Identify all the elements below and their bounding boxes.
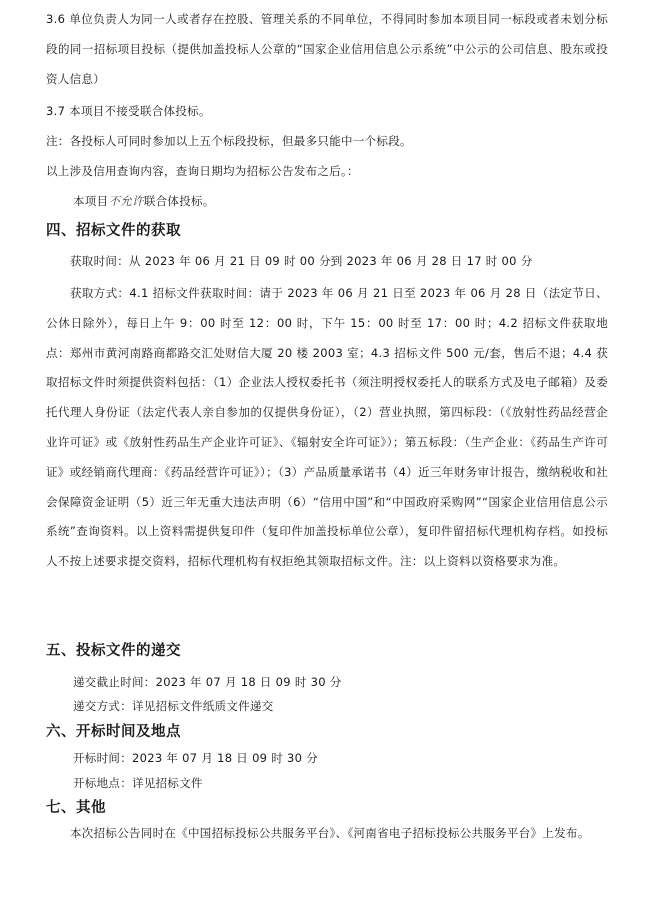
section-7-heading: 七、其他 <box>46 800 106 816</box>
section-4-heading: 四、招标文件的获取 <box>46 223 181 239</box>
section-6-heading: 六、开标时间及地点 <box>46 724 181 740</box>
section-5-heading: 五、投标文件的递交 <box>46 643 181 659</box>
section-4-method: 获取方式：4.1 招标文件获取时间：请于 2023 年 06 月 21 日至 2023 年 06 月 28 日（法定节日、公休日除外），每日上午 9：00 时至 12：00 时，下午 15：00 时至 17：00 时；4.2 招标文件获取地点：郑州市黄河南路商都路交汇处财信大厦 20 楼 2003 室；4.3 招标文件 500 元/套，售后不退；4.4 获取招标文件时须提供资料包括：（1）企业法人授权委托书（须注明授权委托人的联系方式及电子邮箱）及委托代理人身份证（法定代表人亲自参加的仅提供身份证），（2）营业执照，第四标段：（《放射性药品经营企业许可证》或《放射性药品生产企业许可证》、《辐射安全许可证》）；第五标段：（生产企业：《药品生产许可证》或经销商代理商：《药品经营许可证》）；（3）产品质量承诺书（4）近三年财务审计报告，缴纳税收和社会保障资金证明（5）近三年无重大违法声明（6）“信用中国”和“中国政府采购网”“国家企业信用信息公示系统”查询资料。以上资料需提供复印件（复印件加盖投标单位公章），复印件留招标代理机构存档。如投标人不按上述要求提交资料，招标代理机构有权拒绝其领取招标文件。注：以上资料以资格要求为准。 <box>46 286 608 569</box>
consortium-paragraph <box>46 187 608 217</box>
clause-3-6: 3.6 单位负责人为同一人或者存在控股、管理关系的不同单位，不得同时参加本项目同一标段或者未划分标段的同一招标项目投标（提供加盖投标人公章的“国家企业信用信息公示系统”中公示的公司信息、股东或投资人信息） <box>46 12 608 86</box>
clause-3-7: 3.7 本项目不接受联合体投标。 <box>46 104 211 118</box>
section-4-time: 获取时间：从 2023 年 06 月 21 日 09 时 00 分到 2023 年 06 月 28 日 17 时 00 分 <box>70 254 533 268</box>
section-5-method: 递交方式：详见招标文件纸质文件递交 <box>73 699 274 713</box>
consortium-suffix: 联合体投标。 <box>143 194 215 208</box>
note-paragraph: 注：各投标人可同时参加以上五个标段投标，但最多只能中一个标段。 <box>46 134 412 148</box>
section-6-place: 开标地点：详见招标文件 <box>73 776 203 790</box>
consortium-prefix: 本项目 <box>73 194 109 208</box>
consortium-emphasis: 不允许 <box>108 194 144 208</box>
section-5-deadline: 递交截止时间：2023 年 07 月 18 日 09 时 30 分 <box>73 675 342 689</box>
credit-query-paragraph: 以上涉及信用查询内容，查询日期均为招标公告发布之后。： <box>46 164 359 178</box>
section-7-text: 本次招标公告同时在《中国招标投标公共服务平台》、《河南省电子招标投标公共服务平台》上发布。 <box>70 826 590 840</box>
section-6-time: 开标时间：2023 年 07 月 18 日 09 时 30 分 <box>73 751 318 765</box>
